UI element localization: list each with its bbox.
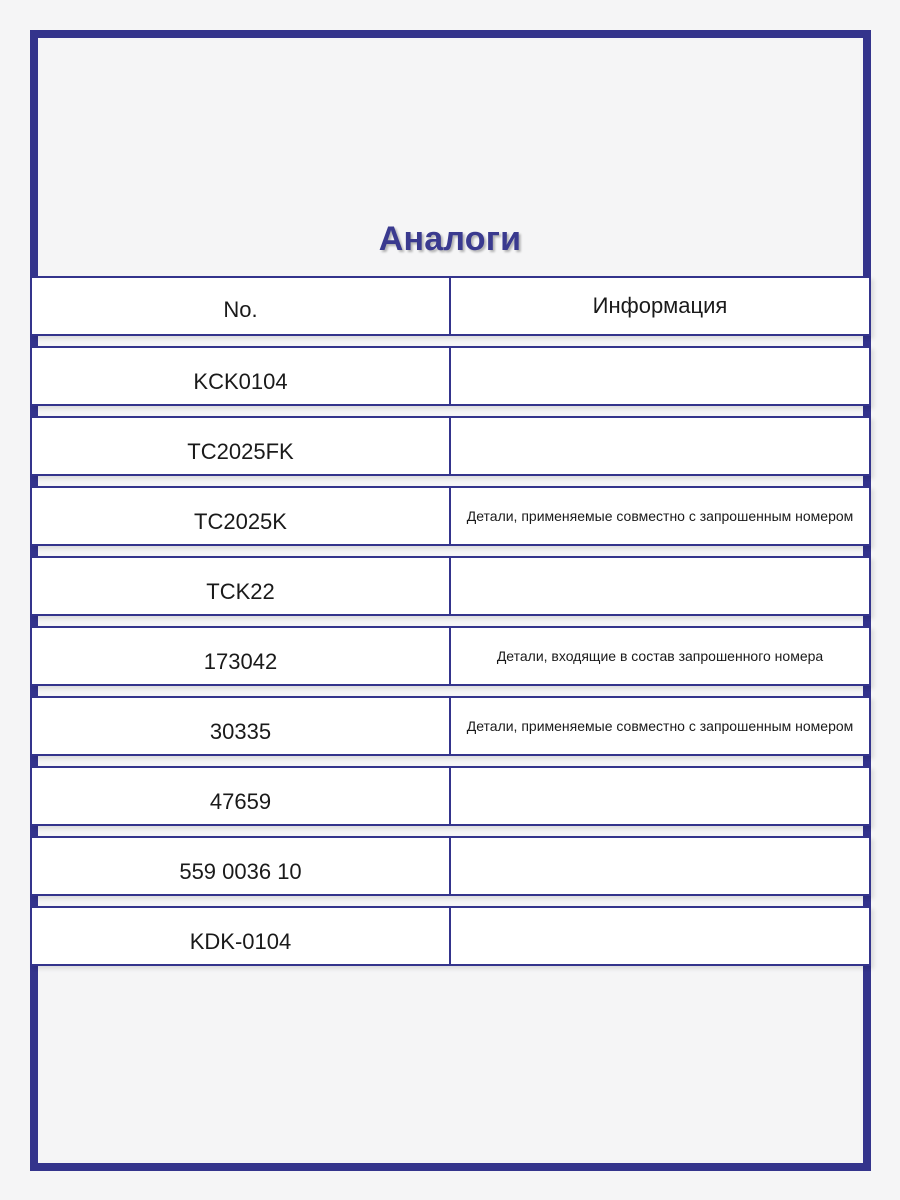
table-row — [30, 766, 871, 826]
table-row — [30, 626, 871, 686]
part-number: KDK-0104 — [32, 908, 451, 964]
part-info: Детали, применяемые совместно с запрошенным номером — [466, 508, 854, 524]
part-info — [451, 558, 869, 614]
part-number: TCK22 — [32, 558, 451, 614]
part-number: TC2025FK — [32, 418, 451, 474]
part-info — [451, 908, 869, 964]
part-info — [451, 348, 869, 404]
part-number: KCK0104 — [32, 348, 451, 404]
table-row — [30, 346, 871, 406]
part-info: Детали, входящие в состав запрошенного номера — [496, 648, 824, 664]
table-header-row — [30, 276, 871, 336]
table-row — [30, 836, 871, 896]
page-title: Аналоги — [378, 220, 522, 258]
part-info — [451, 418, 869, 474]
part-number: 559 0036 10 — [32, 838, 451, 894]
table-row — [30, 416, 871, 476]
table-row — [30, 486, 871, 546]
table-row — [30, 556, 871, 616]
part-info — [451, 838, 869, 894]
part-info — [451, 768, 869, 824]
table-row — [30, 696, 871, 756]
header-info: Информация — [592, 293, 728, 318]
table-row — [30, 906, 871, 966]
part-number: 30335 — [32, 698, 451, 754]
part-info: Детали, применяемые совместно с запрошенным номером — [466, 718, 854, 734]
analogs-table — [30, 276, 871, 976]
part-number: 173042 — [32, 628, 451, 684]
part-number: 47659 — [32, 768, 451, 824]
header-no: No. — [32, 278, 451, 334]
part-number: TC2025K — [32, 488, 451, 544]
